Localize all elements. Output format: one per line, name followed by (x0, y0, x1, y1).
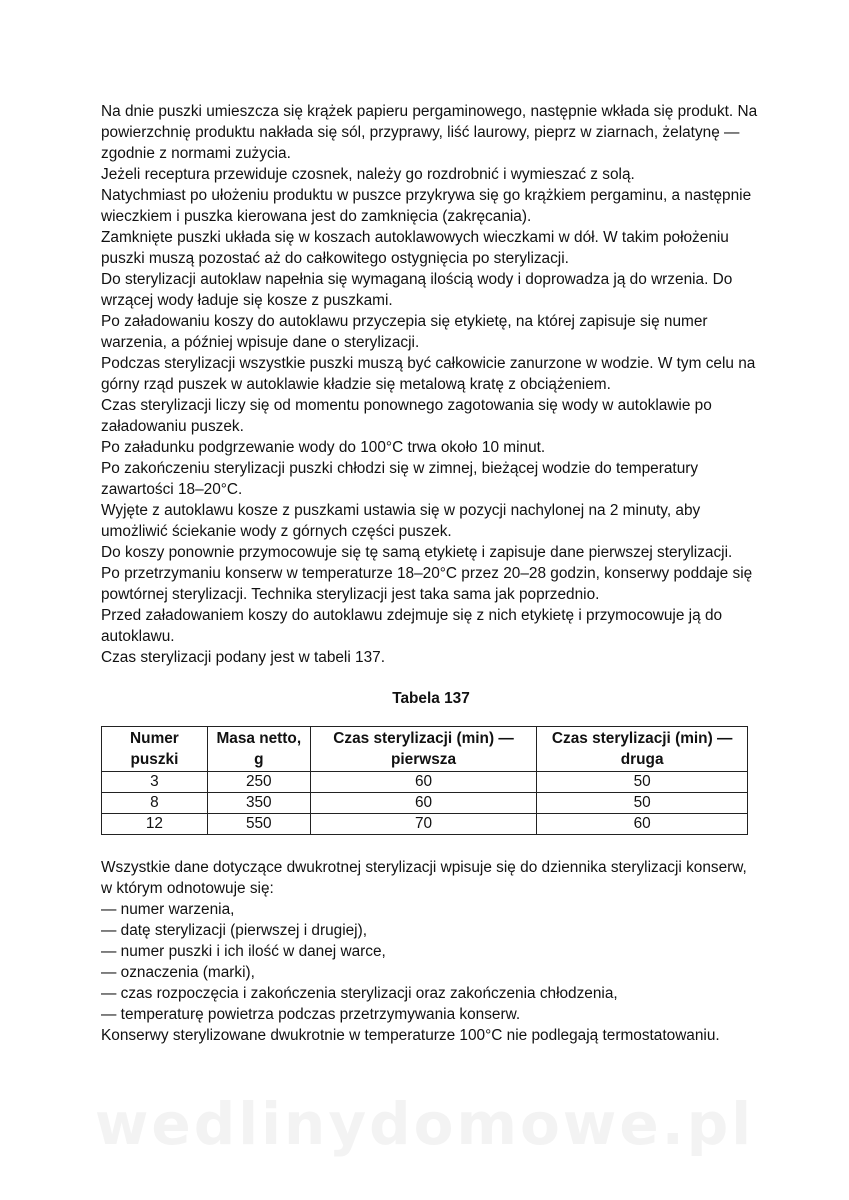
table-header-row (102, 727, 748, 772)
paragraph: Zamknięte puszki układa się w koszach autoklawowych wieczkami w dół. W takim położeniu puszki muszą pozostać aż do całkowitego ostygnięcia po sterylizacji. (101, 229, 729, 267)
paragraph: Po załadowaniu koszy do autoklawu przyczepia się etykietę, na której zapisuje się numer warzenia, a później wpisuje dane o sterylizacji. (101, 313, 708, 351)
table-cell: 12 (102, 814, 208, 835)
table-cell: 60 (310, 772, 537, 793)
paragraph: Wszystkie dane dotyczące dwukrotnej sterylizacji wpisuje się do dziennika sterylizacji konserw, w którym odnotowuje się: (101, 859, 747, 897)
table-cell: 3 (102, 772, 208, 793)
header-net-mass: Masa netto, g (207, 727, 310, 772)
paragraph: Natychmiast po ułożeniu produktu w puszce przykrywa się go krążkiem pergaminu, a następnie wieczkiem i puszka kierowana jest do zamknięcia (zakręcania). (101, 187, 752, 225)
list-item: — temperaturę powietrza podczas przetrzymywania konserw. (101, 1006, 521, 1023)
table-row (102, 772, 748, 793)
paragraph: Po załadunku podgrzewanie wody do 100°C trwa około 10 minut. (101, 439, 546, 456)
sterilization-table (101, 726, 748, 835)
header-can-number: Numer puszki (102, 727, 208, 772)
list-item: — oznaczenia (marki), (101, 964, 255, 981)
paragraph: Do koszy ponownie przymocowuje się tę samą etykietę i zapisuje dane pierwszej sterylizacji. (101, 544, 733, 561)
intro-text (101, 101, 761, 668)
document-page (101, 101, 761, 1046)
paragraph: Po przetrzymaniu konserw w temperaturze 18–20°C przez 20–28 godzin, konserwy poddaje się powtórnej sterylizacji. Technika sterylizacji jest taka sama jak poprzednio. (101, 565, 753, 603)
closing-text (101, 857, 761, 1046)
table-row (102, 793, 748, 814)
paragraph: Konserwy sterylizowane dwukrotnie w temperaturze 100°C nie podlegają termostatowaniu. (101, 1027, 720, 1044)
table-cell: 60 (537, 814, 748, 835)
list-item: — datę sterylizacji (pierwszej i drugiej), (101, 922, 367, 939)
paragraph: Po zakończeniu sterylizacji puszki chłodzi się w zimnej, bieżącej wodzie do temperatury zawartości 18–20°C. (101, 460, 699, 498)
paragraph: Na dnie puszki umieszcza się krążek papieru pergaminowego, następnie wkłada się produkt. Na powierzchnię produktu nakłada się sól, przyprawy, liść laurowy, pieprz w ziarnach, żelatynę — zgodnie z normami zużycia. (101, 103, 758, 162)
header-second-sterilization: Czas sterylizacji (min) — druga (537, 727, 748, 772)
paragraph: Jeżeli receptura przewiduje czosnek, należy go rozdrobnić i wymieszać z solą. (101, 166, 635, 183)
table-cell: 60 (310, 793, 537, 814)
header-first-sterilization: Czas sterylizacji (min) — pierwsza (310, 727, 537, 772)
paragraph: Czas sterylizacji liczy się od momentu ponownego zagotowania się wody w autoklawie po załadowaniu puszek. (101, 397, 712, 435)
table-cell: 550 (207, 814, 310, 835)
watermark: wedlinydomowe.pl (94, 1090, 755, 1158)
list-item: — czas rozpoczęcia i zakończenia sterylizacji oraz zakończenia chłodzenia, (101, 985, 618, 1002)
table-cell: 70 (310, 814, 537, 835)
table-row (102, 814, 748, 835)
table-cell: 250 (207, 772, 310, 793)
table-title: Tabela 137 (392, 690, 470, 707)
table-cell: 350 (207, 793, 310, 814)
list-item: — numer warzenia, (101, 901, 235, 918)
table-cell: 8 (102, 793, 208, 814)
table-cell: 50 (537, 772, 748, 793)
table-cell: 50 (537, 793, 748, 814)
paragraph: Wyjęte z autoklawu kosze z puszkami ustawia się w pozycji nachylonej na 2 minuty, aby umożliwić ściekanie wody z górnych części puszek. (101, 502, 701, 540)
paragraph: Czas sterylizacji podany jest w tabeli 137. (101, 649, 386, 666)
paragraph: Podczas sterylizacji wszystkie puszki muszą być całkowicie zanurzone w wodzie. W tym celu na górny rząd puszek w autoklawie kładzie się metalową kratę z obciążeniem. (101, 355, 756, 393)
list-item: — numer puszki i ich ilość w danej warce, (101, 943, 386, 960)
paragraph: Do sterylizacji autoklaw napełnia się wymaganą ilością wody i doprowadza ją do wrzenia. Do wrzącej wody ładuje się kosze z puszkami. (101, 271, 733, 309)
paragraph: Przed załadowaniem koszy do autoklawu zdejmuje się z nich etykietę i przymocowuje ją do autoklawu. (101, 607, 723, 645)
